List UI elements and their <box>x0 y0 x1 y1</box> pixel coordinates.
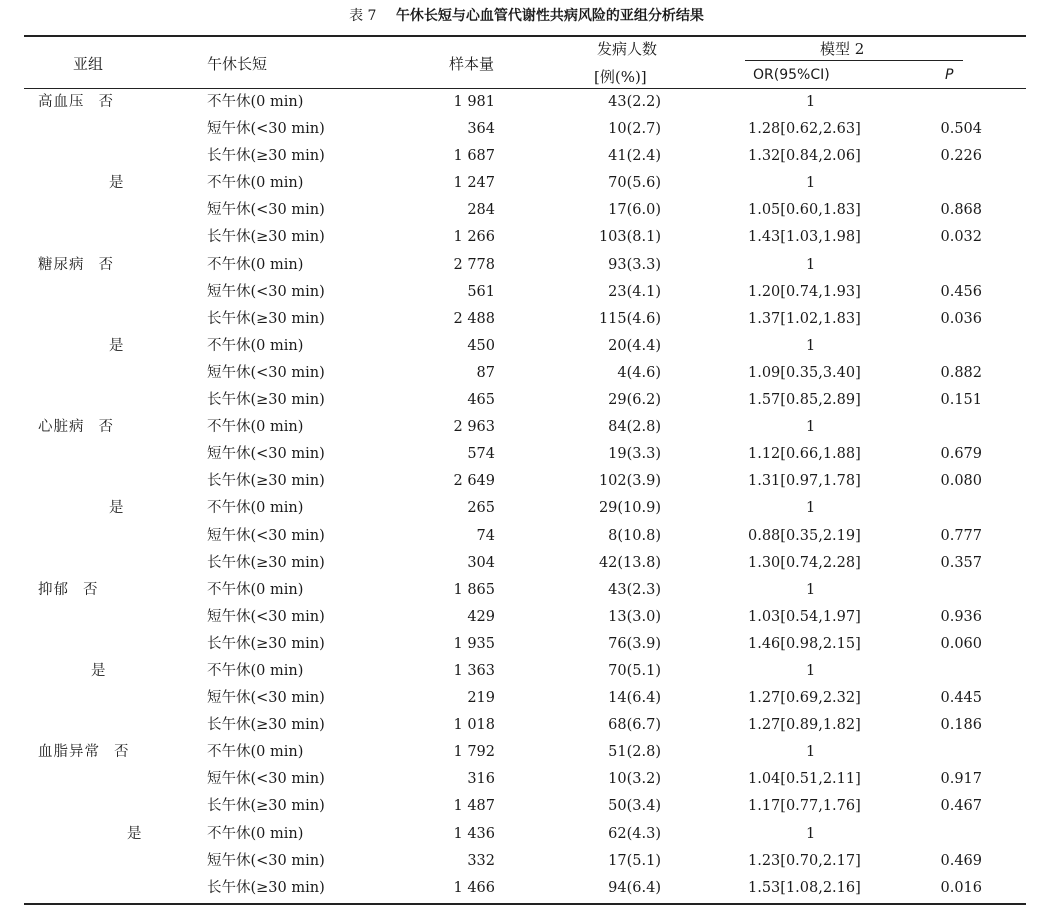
subgroup-label <box>38 93 114 111</box>
table-row <box>0 252 1053 279</box>
nap-duration-cell: 短午休(<30 min) <box>207 202 325 219</box>
sample-size-cell: 87 <box>476 364 495 381</box>
cases-cell: 43(2.2) <box>608 94 661 110</box>
or-ci-cell: 1 <box>806 744 816 761</box>
nap-duration-cell: 短午休(<30 min) <box>207 771 325 788</box>
cases-cell: 62(4.3) <box>608 825 661 842</box>
header-model: 模型 2 <box>820 40 865 58</box>
or-ci-cell: 1.53[1.08,2.16] <box>748 879 861 896</box>
nap-duration-cell: 短午休(<30 min) <box>207 364 325 381</box>
table-row <box>0 523 1053 550</box>
or-ci-cell: 1.32[0.84,2.06] <box>748 148 861 165</box>
subgroup-name: 高血压 <box>38 94 85 110</box>
subgroup-name: 抑郁 <box>38 581 69 598</box>
p-value-cell: 0.936 <box>940 608 982 625</box>
cases-cell: 29(10.9) <box>598 500 661 517</box>
header-or-ci: OR(95%CI) <box>753 67 830 83</box>
or-ci-cell: 1.46[0.98,2.15] <box>748 635 861 652</box>
or-ci-cell: 1 <box>806 94 816 110</box>
or-ci-cell: 1 <box>806 175 816 192</box>
table-row <box>0 143 1053 170</box>
sample-size-cell: 332 <box>467 852 495 869</box>
nap-duration-cell: 长午休(≥30 min) <box>207 554 325 571</box>
subgroup-status: 是 <box>109 175 124 192</box>
sample-size-cell: 1 436 <box>453 825 495 842</box>
table-row <box>0 793 1053 820</box>
subgroup-status: 是 <box>127 825 142 842</box>
subgroup-label <box>38 743 130 761</box>
subgroup-label <box>38 418 114 436</box>
sample-size-cell: 1 865 <box>453 581 495 598</box>
nap-duration-cell: 长午休(≥30 min) <box>207 717 325 734</box>
subgroup-status: 是 <box>91 662 106 679</box>
subgroup-status: 否 <box>98 256 114 273</box>
table-row <box>0 550 1053 577</box>
cases-cell: 102(3.9) <box>598 473 661 490</box>
sample-size-cell: 429 <box>467 608 495 625</box>
table-row <box>0 387 1053 414</box>
p-value-cell: 0.445 <box>940 690 982 707</box>
sample-size-cell: 284 <box>467 202 495 219</box>
subgroup-name: 血脂异常 <box>38 744 100 761</box>
table-row <box>0 306 1053 333</box>
sample-size-cell: 450 <box>467 337 495 354</box>
cases-cell: 10(2.7) <box>608 121 661 138</box>
nap-duration-cell: 不午休(0 min) <box>207 581 304 598</box>
sample-size-cell: 1 363 <box>453 662 495 679</box>
sample-size-cell: 465 <box>467 392 495 409</box>
cases-cell: 68(6.7) <box>608 717 661 734</box>
sample-size-cell: 364 <box>467 121 495 138</box>
or-ci-cell: 1.09[0.35,3.40] <box>748 364 861 381</box>
table-body <box>0 89 1053 902</box>
nap-duration-cell: 短午休(<30 min) <box>207 690 325 707</box>
p-value-cell: 0.868 <box>940 202 982 219</box>
cases-cell: 29(6.2) <box>608 392 661 409</box>
table-row <box>0 495 1053 522</box>
sample-size-cell: 574 <box>467 446 495 463</box>
table-row <box>0 631 1053 658</box>
cases-cell: 43(2.3) <box>608 581 661 598</box>
cases-cell: 19(3.3) <box>608 446 661 463</box>
nap-duration-cell: 不午休(0 min) <box>207 256 304 273</box>
or-ci-cell: 1.04[0.51,2.11] <box>748 771 861 788</box>
table-row <box>0 197 1053 224</box>
or-ci-cell: 1.17[0.77,1.76] <box>748 798 861 815</box>
nap-duration-cell: 长午休(≥30 min) <box>207 798 325 815</box>
table-row <box>0 875 1053 902</box>
p-value-cell: 0.917 <box>940 771 982 788</box>
p-value-cell: 0.186 <box>940 717 982 734</box>
sample-size-cell: 219 <box>467 690 495 707</box>
sample-size-cell: 265 <box>467 500 495 517</box>
sample-size-cell: 1 792 <box>453 744 495 761</box>
subgroup-label <box>38 256 114 274</box>
nap-duration-cell: 不午休(0 min) <box>207 337 304 354</box>
top-rule <box>24 35 1026 37</box>
nap-duration-cell: 短午休(<30 min) <box>207 283 325 300</box>
p-value-cell: 0.777 <box>940 527 982 544</box>
or-ci-cell: 1 <box>806 337 816 354</box>
p-value-cell: 0.504 <box>940 121 982 138</box>
or-ci-cell: 1.05[0.60,1.83] <box>748 202 861 219</box>
table-row <box>0 414 1053 441</box>
or-ci-cell: 1.23[0.70,2.17] <box>748 852 861 869</box>
cases-cell: 20(4.4) <box>608 337 661 354</box>
or-ci-cell: 1 <box>806 581 816 598</box>
nap-duration-cell: 长午休(≥30 min) <box>207 473 325 490</box>
sample-size-cell: 1 266 <box>453 229 495 246</box>
nap-duration-cell: 长午休(≥30 min) <box>207 635 325 652</box>
table-row <box>0 333 1053 360</box>
sample-size-cell: 561 <box>467 283 495 300</box>
cases-cell: 14(6.4) <box>608 690 661 707</box>
table-row <box>0 739 1053 766</box>
nap-duration-cell: 长午休(≥30 min) <box>207 148 325 165</box>
subgroup-name: 糖尿病 <box>38 256 85 273</box>
table-title-text: 午休长短与心血管代谢性共病风险的亚组分析结果 <box>395 8 704 24</box>
p-value-cell: 0.036 <box>940 310 982 327</box>
table-number: 表 7 <box>349 8 377 24</box>
cases-cell: 41(2.4) <box>608 148 661 165</box>
subgroup-status: 是 <box>109 500 124 517</box>
p-value-cell: 0.456 <box>940 283 982 300</box>
table-row <box>0 360 1053 387</box>
table-row <box>0 224 1053 251</box>
table-row <box>0 89 1053 116</box>
cases-cell: 70(5.6) <box>608 175 661 192</box>
nap-duration-cell: 长午休(≥30 min) <box>207 229 325 246</box>
header-cases: 发病人数 <box>597 40 658 58</box>
table-title <box>0 5 1053 25</box>
nap-duration-cell: 短午休(<30 min) <box>207 852 325 869</box>
or-ci-cell: 1 <box>806 500 816 517</box>
nap-duration-cell: 不午休(0 min) <box>207 825 304 842</box>
table-row <box>0 685 1053 712</box>
cases-cell: 84(2.8) <box>608 419 661 436</box>
sample-size-cell: 74 <box>476 527 495 544</box>
cases-cell: 13(3.0) <box>608 608 661 625</box>
header-cases-unit: [例(%)] <box>594 68 647 86</box>
nap-duration-cell: 长午休(≥30 min) <box>207 392 325 409</box>
or-ci-cell: 0.88[0.35,2.19] <box>748 527 861 544</box>
cases-cell: 42(13.8) <box>598 554 661 571</box>
cases-cell: 115(4.6) <box>598 310 661 327</box>
cases-cell: 17(5.1) <box>608 852 661 869</box>
sample-size-cell: 1 981 <box>453 94 495 110</box>
sample-size-cell: 1 487 <box>453 798 495 815</box>
cases-cell: 17(6.0) <box>608 202 661 219</box>
or-ci-cell: 1 <box>806 419 816 436</box>
cases-cell: 103(8.1) <box>598 229 661 246</box>
model-rule <box>745 60 963 61</box>
p-value-cell: 0.060 <box>940 635 982 652</box>
subgroup-status: 否 <box>114 744 130 761</box>
table-row <box>0 468 1053 495</box>
header-subgroup: 亚组 <box>73 55 104 73</box>
subgroup-label <box>38 581 99 599</box>
sample-size-cell: 1 466 <box>453 879 495 896</box>
table-row <box>0 170 1053 197</box>
sample-size-cell: 304 <box>467 554 495 571</box>
nap-duration-cell: 不午休(0 min) <box>207 175 304 192</box>
p-value-cell: 0.357 <box>940 554 982 571</box>
table-row <box>0 604 1053 631</box>
p-value-cell: 0.151 <box>940 392 982 409</box>
p-value-cell: 0.016 <box>940 879 982 896</box>
or-ci-cell: 1.27[0.69,2.32] <box>748 690 861 707</box>
or-ci-cell: 1.28[0.62,2.63] <box>748 121 861 138</box>
cases-cell: 93(3.3) <box>608 256 661 273</box>
subgroup-status: 是 <box>109 337 124 354</box>
table-row <box>0 658 1053 685</box>
p-value-cell: 0.226 <box>940 148 982 165</box>
or-ci-cell: 1.37[1.02,1.83] <box>748 310 861 327</box>
sample-size-cell: 2 963 <box>453 419 495 436</box>
nap-duration-cell: 不午休(0 min) <box>207 94 304 110</box>
nap-duration-cell: 不午休(0 min) <box>207 419 304 436</box>
p-value-cell: 0.469 <box>940 852 982 869</box>
sample-size-cell: 2 778 <box>453 256 495 273</box>
or-ci-cell: 1 <box>806 256 816 273</box>
subgroup-status: 否 <box>83 581 99 598</box>
or-ci-cell: 1 <box>806 662 816 679</box>
cases-cell: 10(3.2) <box>608 771 661 788</box>
subgroup-status: 否 <box>98 94 114 110</box>
subgroup-status: 否 <box>98 419 114 436</box>
p-value-cell: 0.679 <box>940 446 982 463</box>
sample-size-cell: 316 <box>467 771 495 788</box>
cases-cell: 70(5.1) <box>608 662 661 679</box>
or-ci-cell: 1.12[0.66,1.88] <box>748 446 861 463</box>
p-value-cell: 0.882 <box>940 364 982 381</box>
nap-duration-cell: 不午休(0 min) <box>207 744 304 761</box>
table-row <box>0 116 1053 143</box>
table-row <box>0 821 1053 848</box>
header-sample-size: 样本量 <box>449 55 495 73</box>
table-row <box>0 848 1053 875</box>
header-p: P <box>945 67 954 83</box>
or-ci-cell: 1.30[0.74,2.28] <box>748 554 861 571</box>
table-row <box>0 712 1053 739</box>
cases-cell: 23(4.1) <box>608 283 661 300</box>
nap-duration-cell: 不午休(0 min) <box>207 662 304 679</box>
or-ci-cell: 1.03[0.54,1.97] <box>748 608 861 625</box>
sample-size-cell: 1 018 <box>453 717 495 734</box>
nap-duration-cell: 长午休(≥30 min) <box>207 879 325 896</box>
bottom-rule <box>24 903 1026 905</box>
sample-size-cell: 1 935 <box>453 635 495 652</box>
or-ci-cell: 1.57[0.85,2.89] <box>748 392 861 409</box>
table-row <box>0 766 1053 793</box>
cases-cell: 51(2.8) <box>608 744 661 761</box>
sample-size-cell: 2 488 <box>453 310 495 327</box>
cases-cell: 50(3.4) <box>608 798 661 815</box>
or-ci-cell: 1.27[0.89,1.82] <box>748 717 861 734</box>
cases-cell: 76(3.9) <box>608 635 661 652</box>
p-value-cell: 0.032 <box>940 229 982 246</box>
nap-duration-cell: 不午休(0 min) <box>207 500 304 517</box>
or-ci-cell: 1 <box>806 825 816 842</box>
subgroup-name: 心脏病 <box>38 419 85 436</box>
header-nap-duration: 午休长短 <box>207 55 268 73</box>
or-ci-cell: 1.31[0.97,1.78] <box>748 473 861 490</box>
nap-duration-cell: 长午休(≥30 min) <box>207 310 325 327</box>
p-value-cell: 0.467 <box>940 798 982 815</box>
table-row <box>0 577 1053 604</box>
nap-duration-cell: 短午休(<30 min) <box>207 527 325 544</box>
sample-size-cell: 1 247 <box>453 175 495 192</box>
table-row <box>0 279 1053 306</box>
table-row <box>0 441 1053 468</box>
nap-duration-cell: 短午休(<30 min) <box>207 121 325 138</box>
cases-cell: 94(6.4) <box>608 879 661 896</box>
or-ci-cell: 1.43[1.03,1.98] <box>748 229 861 246</box>
cases-cell: 4(4.6) <box>617 364 661 381</box>
cases-cell: 8(10.8) <box>608 527 661 544</box>
or-ci-cell: 1.20[0.74,1.93] <box>748 283 861 300</box>
sample-size-cell: 2 649 <box>453 473 495 490</box>
sample-size-cell: 1 687 <box>453 148 495 165</box>
nap-duration-cell: 短午休(<30 min) <box>207 446 325 463</box>
nap-duration-cell: 短午休(<30 min) <box>207 608 325 625</box>
p-value-cell: 0.080 <box>940 473 982 490</box>
